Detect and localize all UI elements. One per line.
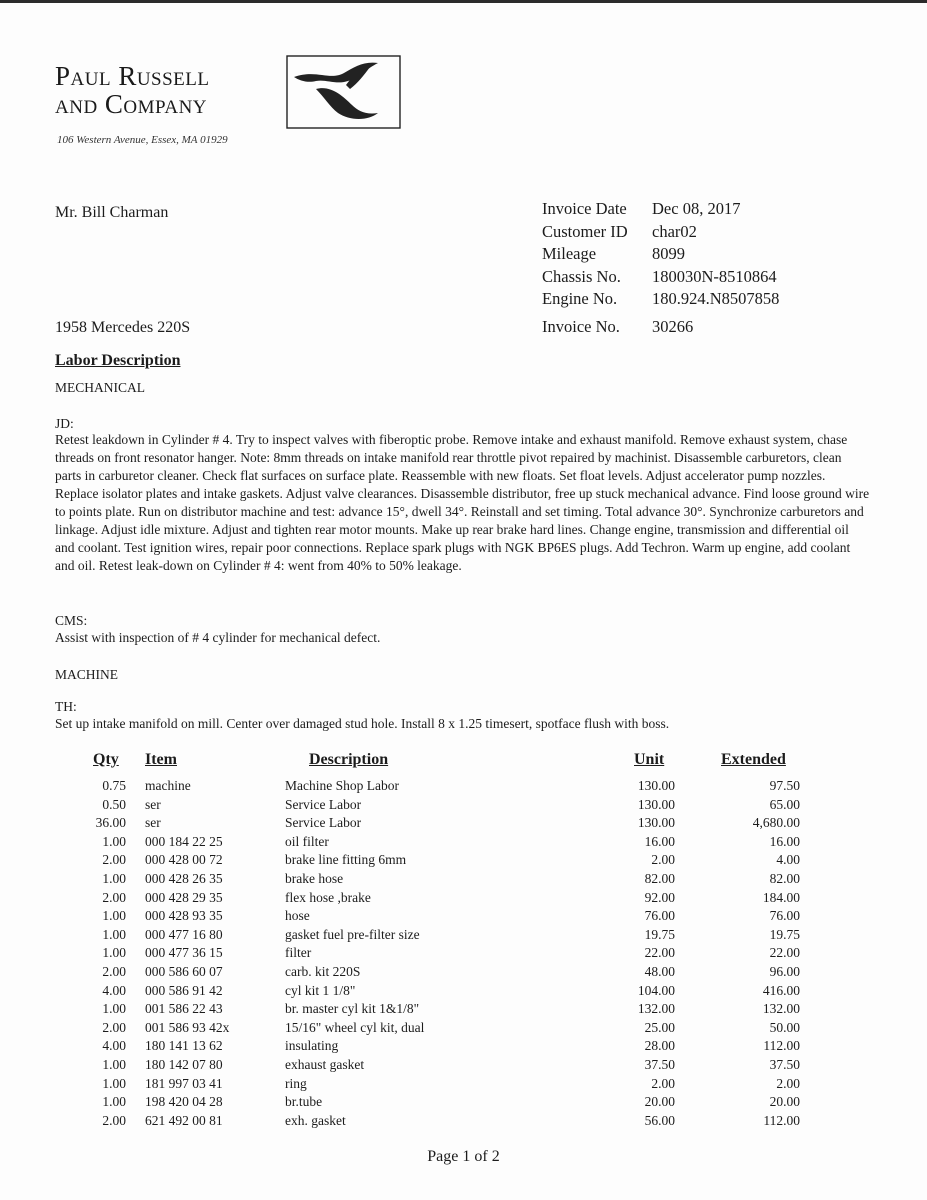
row-qty: 0.50 [102, 796, 126, 812]
jd-labor-text: Retest leakdown in Cylinder # 4. Try to inspect valves with fiberoptic probe. Remove intake and exhaust manifold. Remove exhaust system, chase threads on front resonator hanger. Note: 8mm threads on intake manifold rear throttle pivot repaired by machinist. Disassemble carburetors, clean parts in carburetor cleaner. Check flat surfaces on surface plate. Reassemble with new floats. Set float levels. Adjust accelerator pump nozzles. Replace isolator plates and intake gaskets. Adjust valve clearances. Disassemble distributor, free up stuck mechanical advance. Find loose ground wire to points plate. Run on distributor machine and test: advance 15°, dwell 34°. Reinstall and set timing. Total advance 30°. Synchronize carburetors and linkage. Adjust idle mixture. Adjust and tighten rear motor mounts. Make up rear brake hard lines. Change engine, transmission and differential oil and coolant. Test ignition wires, repair poor connections. Replace spark plugs with NGK BP6ES plugs. Add Techron. Warm up engine, add coolant and oil. Retest leak-down on Cylinder # 4: went from 40% to 50% leakage. [55, 432, 870, 573]
row-item-number: 000 184 22 25 [145, 833, 223, 849]
row-qty: 4.00 [102, 982, 126, 998]
row-description: Service Labor [285, 815, 362, 831]
invoice-date-row [542, 198, 779, 221]
qty-column-header: Qty [93, 751, 119, 768]
row-item-number: 000 428 93 35 [145, 908, 223, 924]
cms-labor-text: Assist with inspection of # 4 cylinder for mechanical defect. [55, 630, 381, 645]
row-unit-price: 20.00 [644, 1094, 675, 1110]
row-qty: 0.75 [102, 778, 126, 793]
row-unit-price: 56.00 [644, 1112, 675, 1128]
row-description: exhaust gasket [285, 1056, 365, 1072]
invoice-line-items [60, 777, 820, 1130]
table-row [60, 870, 820, 889]
table-row [60, 926, 820, 945]
row-description: 15/16" wheel cyl kit, dual [285, 1019, 425, 1035]
row-item-number: 000 477 36 15 [145, 945, 223, 961]
row-unit-price: 132.00 [637, 1001, 675, 1017]
row-unit-price: 104.00 [637, 982, 675, 998]
customer-id-label: Customer ID [542, 221, 628, 241]
th-label: TH: [55, 699, 77, 714]
row-qty: 1.00 [102, 1094, 126, 1110]
row-unit-price: 48.00 [644, 963, 675, 979]
row-qty: 1.00 [102, 1056, 126, 1072]
row-description: insulating [285, 1038, 339, 1054]
table-row [60, 1075, 820, 1094]
company-bird-logo-icon [286, 55, 401, 129]
row-extended-price: 76.00 [769, 908, 800, 924]
row-unit-price: 28.00 [644, 1038, 675, 1054]
row-extended-price: 82.00 [769, 870, 800, 886]
row-description: exh. gasket [285, 1112, 346, 1128]
table-row [60, 777, 820, 796]
company-name-line1: Paul Russell [55, 61, 210, 91]
table-row [60, 851, 820, 870]
row-item-number: ser [145, 796, 161, 812]
row-extended-price: 65.00 [769, 796, 800, 812]
table-row [60, 963, 820, 982]
row-extended-price: 2.00 [776, 1075, 800, 1091]
row-unit-price: 22.00 [644, 945, 675, 961]
row-unit-price: 92.00 [644, 889, 675, 905]
row-description: hose [285, 908, 310, 924]
invoice-no-label: Invoice No. [542, 316, 620, 336]
row-qty: 1.00 [102, 908, 126, 924]
row-qty: 1.00 [102, 945, 126, 961]
row-unit-price: 19.75 [644, 926, 675, 942]
row-unit-price: 37.50 [644, 1056, 675, 1072]
row-unit-price: 130.00 [637, 796, 675, 812]
page-top-border [0, 0, 927, 3]
row-extended-price: 19.75 [769, 926, 800, 942]
row-unit-price: 76.00 [644, 908, 675, 924]
table-row [60, 1000, 820, 1019]
row-unit-price: 16.00 [644, 833, 675, 849]
row-qty: 2.00 [102, 1112, 126, 1128]
row-qty: 2.00 [102, 852, 126, 868]
chassis-row [542, 266, 779, 289]
row-description: oil filter [285, 833, 329, 849]
row-item-number: 621 492 00 81 [145, 1112, 223, 1128]
table-row [60, 833, 820, 852]
row-item-number: 180 142 07 80 [145, 1056, 223, 1072]
row-qty: 36.00 [95, 815, 126, 831]
mechanical-heading: MECHANICAL [55, 380, 145, 395]
item-column-header: Item [145, 751, 177, 768]
table-row [60, 944, 820, 963]
vehicle-description: 1958 Mercedes 220S [55, 319, 191, 336]
description-column-header: Description [309, 751, 389, 768]
row-description: ring [285, 1075, 307, 1091]
row-description: cyl kit 1 1/8" [285, 982, 356, 998]
row-description: br. master cyl kit 1&1/8" [285, 1001, 420, 1017]
row-extended-price: 50.00 [769, 1019, 800, 1035]
row-unit-price: 2.00 [651, 852, 675, 868]
row-description: Machine Shop Labor [285, 778, 399, 793]
table-row [60, 814, 820, 833]
invoice-meta [542, 198, 779, 338]
mileage-label: Mileage [542, 244, 597, 263]
row-item-number: ser [145, 815, 161, 831]
engine-value: 180.924.N8507858 [652, 289, 780, 308]
row-item-number: 001 586 22 43 [145, 1001, 223, 1017]
table-row [60, 1019, 820, 1038]
row-qty: 1.00 [102, 1001, 126, 1017]
row-item-number: 000 586 60 07 [145, 963, 223, 979]
row-extended-price: 37.50 [769, 1056, 800, 1072]
row-item-number: 001 586 93 42x [145, 1019, 230, 1035]
row-extended-price: 4,680.00 [752, 815, 800, 831]
cms-label: CMS: [55, 613, 88, 628]
row-description: Service Labor [285, 796, 362, 812]
row-qty: 1.00 [102, 926, 126, 942]
row-extended-price: 132.00 [762, 1001, 800, 1017]
customer-name: Mr. Bill Charman [55, 204, 169, 221]
row-qty: 1.00 [102, 833, 126, 849]
row-unit-price: 130.00 [637, 778, 675, 793]
row-qty: 2.00 [102, 889, 126, 905]
row-extended-price: 16.00 [769, 833, 800, 849]
page-number: Page 1 of 2 [427, 1148, 500, 1165]
unit-column-header: Unit [634, 751, 665, 768]
table-row [60, 982, 820, 1001]
row-description: filter [285, 945, 312, 961]
row-description: brake hose [285, 870, 344, 886]
row-description: gasket fuel pre-filter size [285, 926, 420, 942]
labor-description-title: Labor Description [55, 352, 181, 369]
table-row [60, 1056, 820, 1075]
row-extended-price: 22.00 [769, 945, 800, 961]
row-qty: 2.00 [102, 1019, 126, 1035]
customer-id-row [542, 221, 779, 244]
row-item-number: 000 477 16 80 [145, 926, 223, 942]
row-extended-price: 112.00 [763, 1112, 800, 1128]
row-item-number: 000 428 00 72 [145, 852, 223, 868]
row-extended-price: 112.00 [763, 1038, 800, 1054]
row-extended-price: 416.00 [762, 982, 800, 998]
machine-heading: MACHINE [55, 667, 118, 682]
row-item-number: machine [145, 778, 191, 793]
row-extended-price: 20.00 [769, 1094, 800, 1110]
chassis-value: 180030N-8510864 [652, 266, 777, 286]
row-unit-price: 2.00 [651, 1075, 675, 1091]
row-item-number: 181 997 03 41 [145, 1075, 223, 1091]
table-row [60, 1037, 820, 1056]
mileage-row [542, 243, 779, 266]
invoice-no-row [542, 316, 779, 339]
row-item-number: 000 586 91 42 [145, 982, 223, 998]
customer-id-value: char02 [652, 221, 697, 241]
table-row [60, 907, 820, 926]
table-row [60, 796, 820, 815]
row-qty: 1.00 [102, 1075, 126, 1091]
row-unit-price: 82.00 [644, 870, 675, 886]
row-description: flex hose ,brake [285, 889, 371, 905]
row-description: br.tube [285, 1094, 323, 1110]
row-unit-price: 130.00 [637, 815, 675, 831]
row-qty: 1.00 [102, 870, 126, 886]
row-unit-price: 25.00 [644, 1019, 675, 1035]
invoice-date-label: Invoice Date [542, 199, 627, 218]
row-item-number: 198 420 04 28 [145, 1094, 223, 1110]
row-extended-price: 4.00 [776, 852, 800, 868]
row-item-number: 180 141 13 62 [145, 1038, 223, 1054]
row-qty: 2.00 [102, 963, 126, 979]
table-row [60, 889, 820, 908]
mileage-value: 8099 [652, 244, 685, 263]
row-extended-price: 184.00 [762, 889, 800, 905]
row-item-number: 000 428 29 35 [145, 889, 223, 905]
row-qty: 4.00 [102, 1038, 126, 1054]
row-item-number: 000 428 26 35 [145, 870, 223, 886]
chassis-label: Chassis No. [542, 266, 621, 286]
extended-column-header: Extended [721, 751, 786, 768]
engine-row [542, 288, 779, 311]
table-row [60, 1112, 820, 1131]
row-extended-price: 97.50 [769, 778, 800, 793]
engine-label: Engine No. [542, 289, 618, 308]
row-extended-price: 96.00 [769, 963, 800, 979]
row-description: brake line fitting 6mm [285, 852, 407, 868]
jd-label: JD: [55, 416, 74, 431]
company-logo-name [55, 62, 210, 118]
company-address: 106 Western Avenue, Essex, MA 01929 [57, 134, 228, 146]
invoice-no-value: 30266 [652, 316, 694, 336]
table-row [60, 1093, 820, 1112]
invoice-date-value: Dec 08, 2017 [652, 199, 741, 218]
row-description: carb. kit 220S [285, 963, 361, 979]
company-name-line2: and Company [55, 89, 208, 119]
th-labor-text: Set up intake manifold on mill. Center over damaged stud hole. Install 8 x 1.25 timesert, spotface flush with boss. [55, 716, 670, 731]
